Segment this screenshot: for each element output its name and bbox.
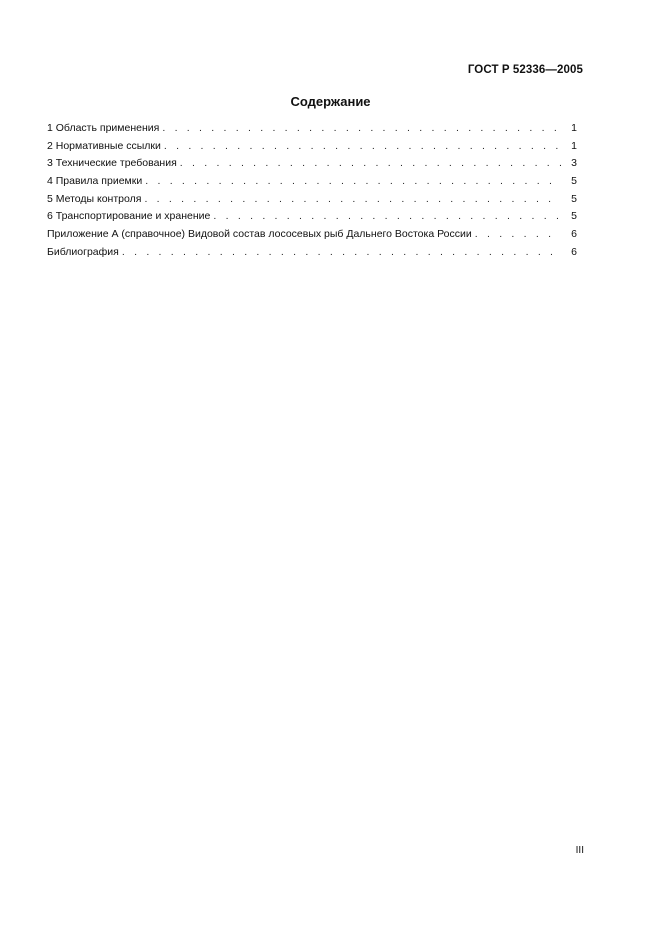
toc-entry-page: 1 (571, 139, 577, 152)
toc-entry-page: 5 (571, 192, 577, 205)
toc-entry[interactable] (47, 155, 577, 173)
toc-entry-page: 6 (571, 228, 577, 241)
toc-entry[interactable] (47, 244, 577, 262)
toc-leader-dots (144, 191, 561, 209)
toc-entry-label: 1 Область применения (47, 122, 160, 134)
document-code: ГОСТ Р 52336—2005 (467, 64, 583, 76)
toc-entry-label: 6 Транспортирование и хранение (47, 210, 211, 223)
toc-entry-label: Библиография (47, 245, 119, 258)
toc-entry-page: 3 (571, 157, 577, 170)
contents-title: Содержание (290, 94, 371, 109)
toc-entry-label: Приложение А (справочное) Видовой состав лососевых рыб Дальнего Востока России (47, 228, 472, 241)
toc-entry-page: 5 (571, 175, 577, 188)
toc-entry-label: 2 Нормативные ссылки (47, 139, 161, 152)
toc-leader-dots (145, 173, 561, 191)
toc-entry-label: 4 Правила приемки (47, 175, 143, 188)
toc-leader-dots (180, 155, 561, 173)
toc-leader-dots (475, 226, 561, 244)
toc-leader-dots (213, 208, 561, 226)
toc-entry[interactable] (47, 173, 577, 191)
toc-entry[interactable] (47, 208, 577, 226)
toc-entry-page: 1 (571, 122, 577, 134)
toc-leader-dots (164, 138, 561, 156)
toc-leader-dots (122, 244, 561, 262)
toc-entry[interactable] (47, 138, 577, 156)
table-of-contents (47, 120, 577, 262)
page-number: III (575, 845, 584, 856)
toc-entry[interactable] (47, 120, 577, 138)
toc-entry[interactable] (47, 226, 577, 244)
toc-entry-page: 6 (571, 245, 577, 258)
toc-entry[interactable] (47, 191, 577, 209)
toc-leader-dots (162, 120, 561, 138)
toc-entry-label: 3 Технические требования (47, 157, 177, 170)
toc-entry-page: 5 (571, 210, 577, 223)
toc-entry-label: 5 Методы контроля (47, 192, 142, 205)
